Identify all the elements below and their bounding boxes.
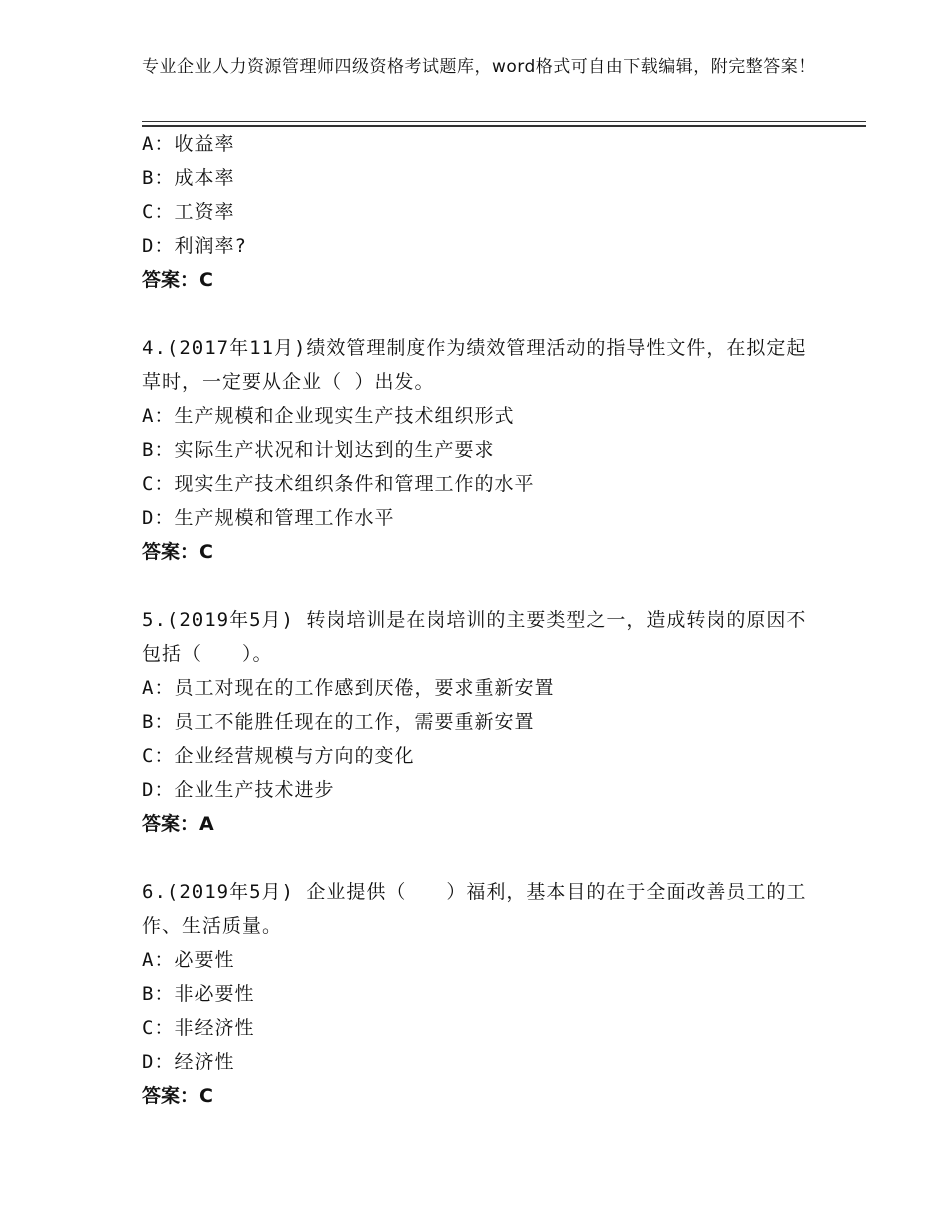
answer: 答案：C xyxy=(142,269,213,291)
option-d: D：生产规模和管理工作水平 xyxy=(142,507,395,529)
question-stem: 6.(2019年5月) 企业提供（ ）福利，基本目的在于全面改善员工的工作、生活质量。 xyxy=(142,881,807,937)
document-header xyxy=(142,56,822,79)
option-d: D：利润率? xyxy=(142,235,247,257)
option-a: A：收益率 xyxy=(142,133,235,155)
answer: 答案：A xyxy=(142,813,214,835)
question-6 xyxy=(142,875,822,1113)
option-a: A：必要性 xyxy=(142,949,235,971)
question-5 xyxy=(142,603,822,841)
option-b: B：非必要性 xyxy=(142,983,255,1005)
question-4 xyxy=(142,331,822,569)
option-d: D：企业生产技术进步 xyxy=(142,779,335,801)
option-d: D：经济性 xyxy=(142,1051,235,1073)
option-a: A：员工对现在的工作感到厌倦，要求重新安置 xyxy=(142,677,555,699)
option-c: C：工资率 xyxy=(142,201,235,223)
question-list xyxy=(142,127,822,1113)
question-stem: 4.(2017年11月)绩效管理制度作为绩效管理活动的指导性文件，在拟定起草时，一定要从企业（ ）出发。 xyxy=(142,337,807,393)
option-a: A：生产规模和企业现实生产技术组织形式 xyxy=(142,405,515,427)
question-stem: 5.(2019年5月) 转岗培训是在岗培训的主要类型之一，造成转岗的原因不包括（ ）。 xyxy=(142,609,807,665)
option-b: B：成本率 xyxy=(142,167,235,189)
option-b: B：实际生产状况和计划达到的生产要求 xyxy=(142,439,495,461)
option-c: C：企业经营规模与方向的变化 xyxy=(142,745,415,767)
option-c: C：现实生产技术组织条件和管理工作的水平 xyxy=(142,473,535,495)
option-c: C：非经济性 xyxy=(142,1017,255,1039)
answer: 答案：C xyxy=(142,1085,213,1107)
header-title: 专业企业人力资源管理师四级资格考试题库，word格式可自由下载编辑，附完整答案！ xyxy=(142,57,816,77)
answer: 答案：C xyxy=(142,541,213,563)
question-3-tail xyxy=(142,127,822,297)
option-b: B：员工不能胜任现在的工作，需要重新安置 xyxy=(142,711,535,733)
header-rule-thin xyxy=(142,121,866,122)
